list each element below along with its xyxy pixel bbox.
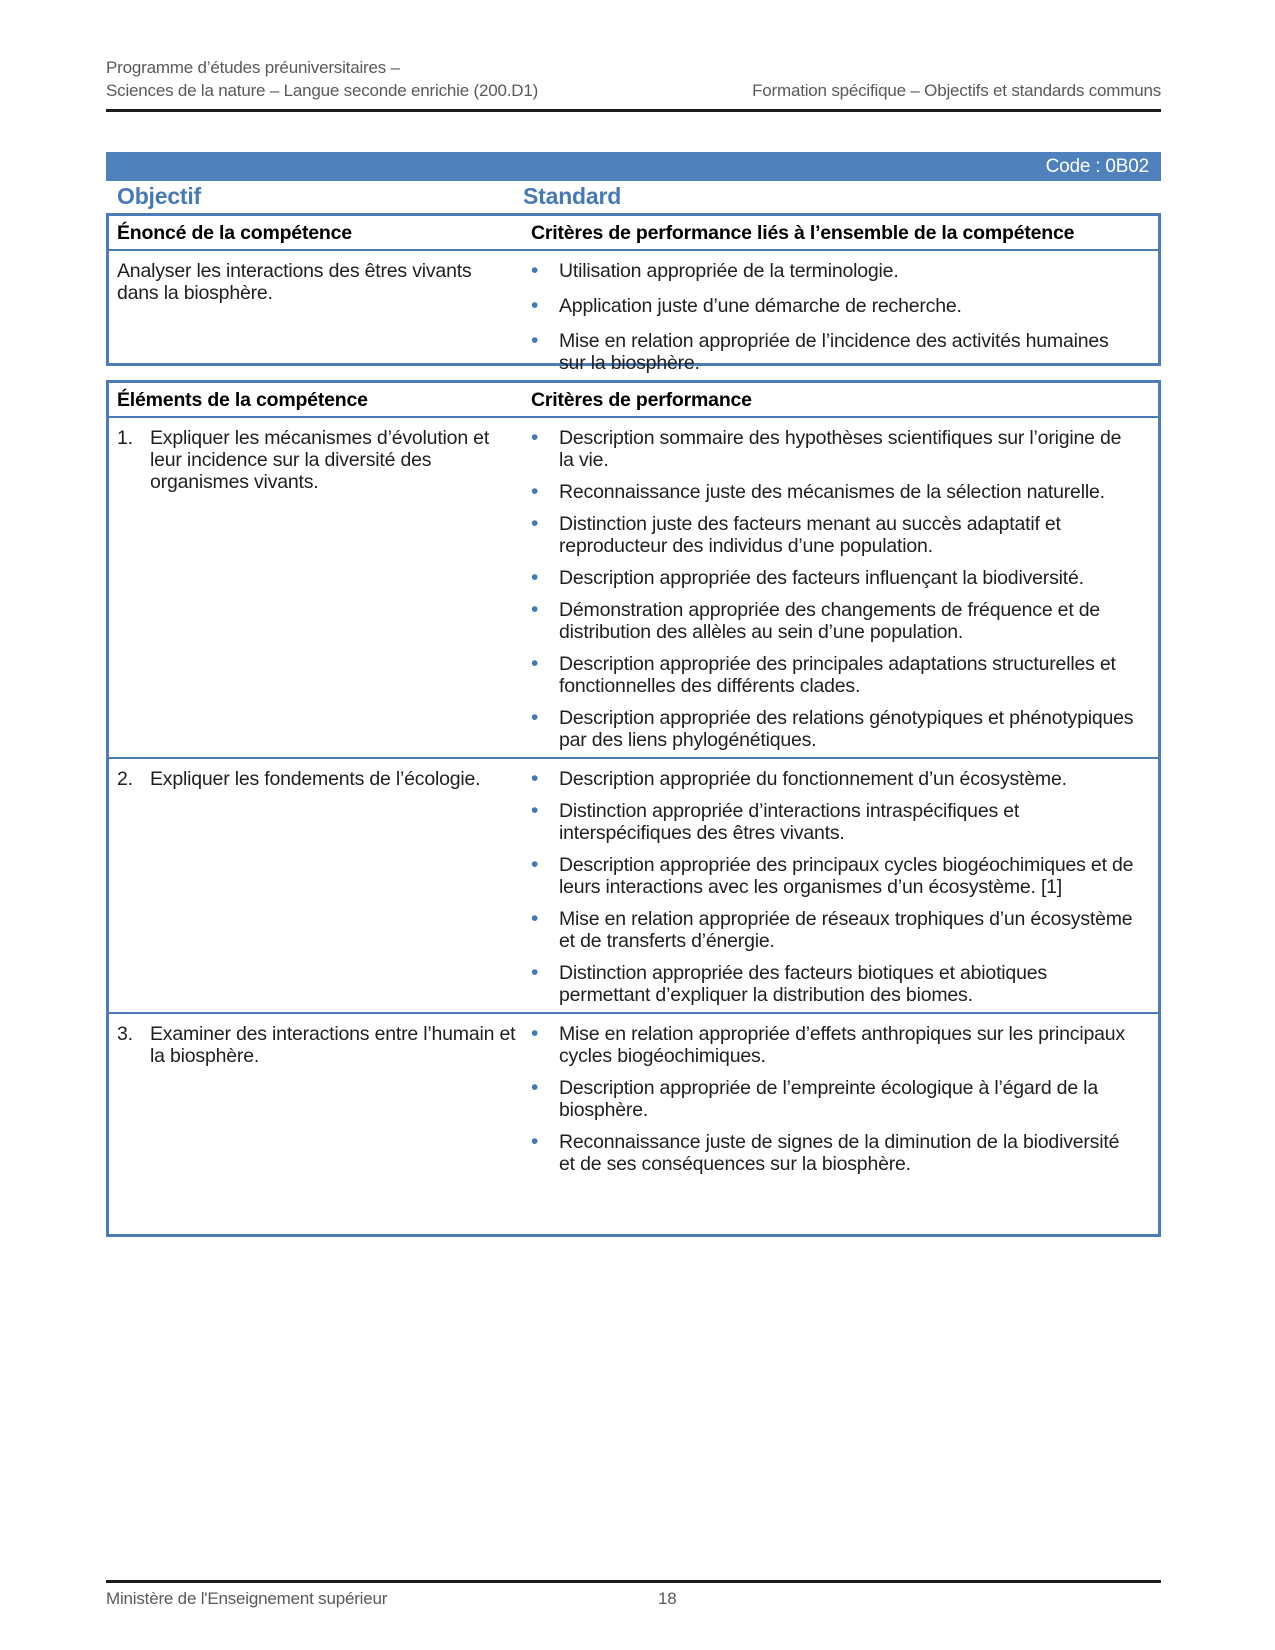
bullet-icon — [526, 1131, 559, 1175]
criteria-list — [526, 768, 1146, 1006]
criterion-item — [526, 567, 1146, 589]
header-left-line-2: Sciences de la nature – Langue seconde enrichie (200.D1) — [106, 81, 539, 100]
criterion-item — [526, 653, 1146, 697]
criterion-text: Description appropriée des facteurs influençant la biodiversité. — [559, 567, 1084, 589]
criteria-cell — [523, 418, 1158, 757]
criteria-list — [526, 260, 1146, 374]
page-header — [106, 56, 1161, 112]
criterion-item — [526, 260, 1146, 282]
element-number: 3. — [117, 1023, 133, 1045]
competence-table-header — [109, 216, 1158, 251]
header-left — [106, 56, 538, 102]
header-cell-elements: Éléments de la compétence — [117, 389, 368, 411]
bullet-icon — [526, 567, 559, 589]
criterion-item — [526, 513, 1146, 557]
header-right: Formation spécifique – Objectifs et standards communs — [752, 81, 1161, 100]
criterion-item — [526, 1023, 1146, 1067]
bullet-icon — [526, 513, 559, 557]
criterion-text: Description appropriée de l’empreinte écologique à l’égard de la biosphère. — [559, 1077, 1098, 1121]
criterion-text: Distinction appropriée d’interactions intraspécifiques et interspécifiques des êtres vivants. — [559, 800, 1020, 844]
header-cell-enonce: Énoncé de la compétence — [117, 222, 352, 244]
criterion-item — [526, 962, 1146, 1006]
criterion-text: Mise en relation appropriée d’effets anthropiques sur les principaux cycles biogéochimiques. — [559, 1023, 1125, 1067]
criterion-text: Distinction appropriée des facteurs biotiques et abiotiques permettant d’expliquer la distribution des biomes. — [559, 962, 1047, 1006]
criteria-list — [526, 427, 1146, 751]
standard-heading: Standard — [523, 183, 622, 209]
criterion-item — [526, 908, 1146, 952]
criteria-list — [526, 1023, 1146, 1175]
element-cell — [109, 418, 523, 757]
bullet-icon — [526, 908, 559, 952]
criterion-text: Distinction juste des facteurs menant au succès adaptatif et reproducteur des individus d’une population. — [559, 513, 1061, 557]
header-cell-criteres: Critères de performance — [531, 389, 752, 411]
code-banner: Code : 0B02 — [106, 152, 1161, 181]
statement-cell — [109, 251, 523, 380]
statement-text: Analyser les interactions des êtres vivants dans la biosphère. — [117, 260, 472, 304]
table-row — [109, 251, 1158, 380]
element-cell — [109, 1014, 523, 1181]
table-row — [109, 418, 1158, 757]
column-headings — [106, 183, 1161, 211]
element-text: Expliquer les mécanismes d’évolution et leur incidence sur la diversité des organismes vivants. — [150, 427, 490, 493]
footer-ministry: Ministère de l'Enseignement supérieur — [106, 1589, 388, 1608]
bullet-icon — [526, 295, 559, 317]
page-number: 18 — [658, 1589, 677, 1608]
element-text: Examiner des interactions entre l’humain et la biosphère. — [150, 1023, 516, 1067]
element-cell — [109, 759, 523, 1012]
element-number: 1. — [117, 427, 133, 449]
criterion-text: Utilisation appropriée de la terminologie. — [559, 260, 899, 282]
criterion-text: Description sommaire des hypothèses scientifiques sur l’origine de la vie. — [559, 427, 1122, 471]
criterion-text: Description appropriée des relations génotypiques et phénotypiques par des liens phylogénétiques. — [559, 707, 1134, 751]
bullet-icon — [526, 330, 559, 374]
bullet-icon — [526, 599, 559, 643]
criterion-item — [526, 1077, 1146, 1121]
bullet-icon — [526, 854, 559, 898]
criterion-text: Description appropriée du fonctionnement d’un écosystème. — [559, 768, 1067, 790]
criterion-item — [526, 707, 1146, 751]
criterion-item — [526, 800, 1146, 844]
criterion-item — [526, 854, 1146, 898]
element-number: 2. — [117, 768, 133, 790]
bullet-icon — [526, 962, 559, 1006]
bullet-icon — [526, 427, 559, 471]
bullet-icon — [526, 1077, 559, 1121]
criterion-text: Mise en relation appropriée de l’incidence des activités humaines sur la biosphère. — [559, 330, 1109, 374]
criteria-cell — [523, 251, 1158, 380]
criterion-item — [526, 599, 1146, 643]
elements-table — [106, 380, 1161, 1237]
bullet-icon — [526, 260, 559, 282]
criterion-text: Mise en relation appropriée de réseaux trophiques d’un écosystème et de transferts d’énergie. — [559, 908, 1133, 952]
criterion-text: Reconnaissance juste des mécanismes de la sélection naturelle. — [559, 481, 1105, 503]
element-text: Expliquer les fondements de l’écologie. — [150, 768, 481, 790]
criterion-text: Reconnaissance juste de signes de la diminution de la biodiversité et de ses conséquences sur la biosphère. — [559, 1131, 1120, 1175]
criterion-item — [526, 330, 1146, 374]
page-footer — [106, 1580, 1161, 1608]
criteria-cell — [523, 1014, 1158, 1181]
criterion-text: Description appropriée des principaux cycles biogéochimiques et de leurs interactions avec les organismes d’un écosystème. [1] — [559, 854, 1134, 898]
criteria-cell — [523, 759, 1158, 1012]
objectif-heading: Objectif — [117, 183, 202, 209]
criterion-item — [526, 1131, 1146, 1175]
criterion-text: Application juste d’une démarche de recherche. — [559, 295, 962, 317]
criterion-item — [526, 295, 1146, 317]
header-cell-criteres-ensemble: Critères de performance liés à l’ensemble de la compétence — [531, 222, 1075, 244]
bullet-icon — [526, 800, 559, 844]
criterion-item — [526, 427, 1146, 471]
competence-table — [106, 213, 1161, 374]
bullet-icon — [526, 653, 559, 697]
criterion-text: Description appropriée des principales adaptations structurelles et fonctionnelles des différents clades. — [559, 653, 1116, 697]
bullet-icon — [526, 481, 559, 503]
criterion-item — [526, 481, 1146, 503]
criterion-text: Démonstration appropriée des changements de fréquence et de distribution des allèles au sein d’une population. — [559, 599, 1101, 643]
table-row — [109, 1012, 1158, 1181]
criterion-item — [526, 768, 1146, 790]
header-left-line-1: Programme d’études préuniversitaires – — [106, 58, 400, 77]
bullet-icon — [526, 1023, 559, 1067]
elements-table-header — [109, 383, 1158, 418]
bullet-icon — [526, 707, 559, 751]
bullet-icon — [526, 768, 559, 790]
table-row — [109, 757, 1158, 1012]
